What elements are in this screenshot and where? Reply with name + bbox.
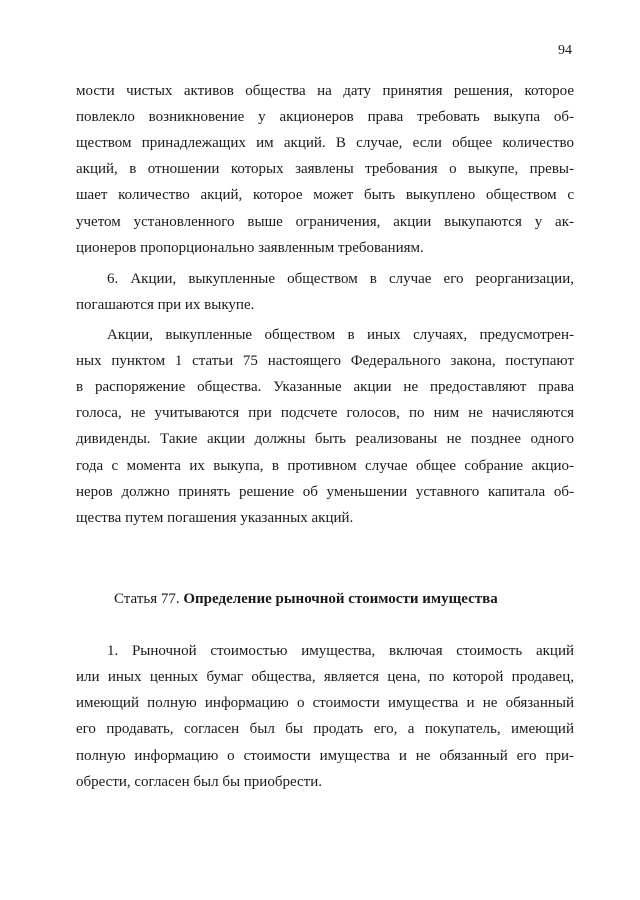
page-number: 94 bbox=[558, 43, 572, 58]
text-line: повлекло возникновение у акционеров права требовать выкупа об- bbox=[76, 109, 574, 125]
text-line: года с момента их выкупа, в противном случае общее собрание акцио- bbox=[76, 458, 574, 474]
text-line: учетом установленного выше ограничения, акции выкупаются у ак- bbox=[76, 214, 574, 230]
article-title: Определение рыночной стоимости имущества bbox=[183, 591, 498, 607]
text-line: ных пунктом 1 статьи 75 настоящего Федерального закона, поступают bbox=[76, 353, 574, 369]
text-line: ществом принадлежащих им акций. В случае, если общее количество bbox=[76, 135, 574, 151]
text-line: погашаются при их выкупе. bbox=[76, 297, 255, 313]
text-line: полную информацию о стоимости имущества и не обязанный его при- bbox=[76, 748, 574, 764]
text-line: ционеров пропорционально заявленным требованиям. bbox=[76, 240, 424, 256]
text-line: акций, в отношении которых заявлены требования о выкупе, превы- bbox=[76, 161, 574, 177]
text-line: обрести, согласен был бы приобрести. bbox=[76, 774, 322, 790]
article-heading bbox=[114, 588, 498, 610]
text-line: в распоряжение общества. Указанные акции не предоставляют права bbox=[76, 379, 574, 395]
text-line: или иных ценных бумаг общества, является цена, по которой продавец, bbox=[76, 669, 574, 685]
text-line: его продавать, согласен был бы продать его, а покупатель, имеющий bbox=[76, 721, 574, 737]
text-line: шает количество акций, которое может быть выкуплено обществом с bbox=[76, 187, 574, 203]
text-line: дивиденды. Такие акции должны быть реализованы не позднее одного bbox=[76, 431, 574, 447]
text-line: щества путем погашения указанных акций. bbox=[76, 510, 354, 526]
text-line: 6. Акции, выкупленные обществом в случае его реорганизации, bbox=[107, 271, 574, 287]
article-number: Статья 77. bbox=[114, 591, 184, 607]
text-line: имеющий полную информацию о стоимости имущества и не обязанный bbox=[76, 695, 574, 711]
text-line: Акции, выкупленные обществом в иных случаях, предусмотрен- bbox=[107, 327, 574, 343]
text-line: голоса, не учитываются при подсчете голосов, по ним не начисляются bbox=[76, 405, 574, 421]
text-line: мости чистых активов общества на дату принятия решения, которое bbox=[76, 83, 574, 99]
text-line: 1. Рыночной стоимостью имущества, включая стоимость акций bbox=[107, 643, 574, 659]
text-line: неров должно принять решение об уменьшении уставного капитала об- bbox=[76, 484, 574, 500]
